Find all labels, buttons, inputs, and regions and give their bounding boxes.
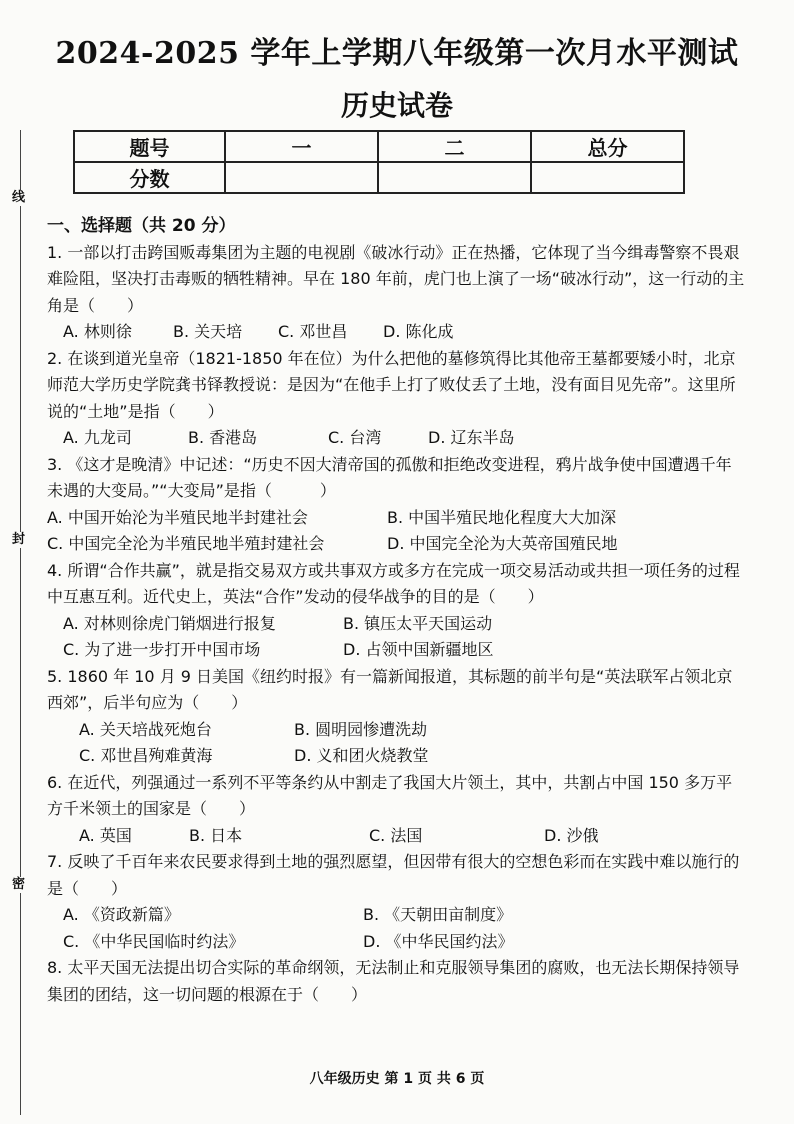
answer-option: C. 台湾 — [328, 428, 382, 447]
exam-content — [47, 213, 747, 1008]
exam-subtitle: 历史试卷 — [340, 89, 453, 122]
answer-option: D. 占领中国新疆地区 — [343, 640, 494, 659]
answer-option: B. 中国半殖民地化程度大大加深 — [387, 507, 617, 527]
option-row — [47, 505, 747, 532]
question-2 — [47, 346, 747, 452]
question-stem: 4. 所谓“合作共赢”，就是指交易双方或共事双方或多方在完成一项交易活动或共担一项任务的过程中互惠互利。近代史上，英法“合作”发动的侵华战争的目的是（ ） — [47, 560, 740, 606]
option-row — [47, 929, 747, 956]
score-cell-part2: 二 — [378, 131, 531, 162]
question-stem: 5. 1860 年 10 月 9 日美国《纽约时报》有一篇新闻报道，其标题的前半句是“英法联军占领北京西郊”，后半句应为（ ） — [47, 666, 733, 712]
score-cell-total: 总分 — [531, 131, 684, 162]
answer-option: D. 辽东半岛 — [428, 428, 515, 447]
margin-label-mi: 密 — [12, 877, 26, 892]
score-cell-total-score[interactable] — [531, 162, 684, 193]
answer-option: B. 日本 — [189, 825, 243, 845]
answer-option: B. 《天朝田亩制度》 — [363, 905, 513, 924]
answer-option: A. 中国开始沦为半殖民地半封建社会 — [47, 507, 308, 527]
answer-option: A. 《资政新篇》 — [63, 905, 180, 924]
answer-option: A. 关天培战死炮台 — [79, 719, 212, 739]
option-row — [47, 823, 747, 850]
page-footer: 八年级历史 第 1 页 共 6 页 — [309, 1071, 485, 1087]
score-cell-part2-score[interactable] — [378, 162, 531, 193]
answer-option: C. 为了进一步打开中国市场 — [63, 640, 261, 659]
question-stem: 6. 在近代，列强通过一系列不平等条约从中割走了我国大片领土，其中，共割占中国 150 多万平方千米领土的国家是（ ） — [47, 772, 733, 818]
answer-option: A. 九龙司 — [63, 428, 132, 447]
answer-option: D. 义和团火烧教堂 — [294, 746, 429, 765]
exam-title: 2024-2025 学年上学期八年级第一次月水平测试 — [55, 36, 739, 71]
question-1 — [47, 240, 747, 346]
question-7 — [47, 849, 747, 955]
answer-option: C. 中国完全沦为半殖民地半殖封建社会 — [47, 534, 325, 553]
answer-option: B. 镇压太平天国运动 — [343, 613, 493, 633]
score-table-header-row — [74, 131, 684, 162]
score-cell-part1: 一 — [225, 131, 378, 162]
question-stem: 8. 太平天国无法提出切合实际的革命纲领，无法制止和克服领导集团的腐败，也无法长期保持领导集团的团结，这一切问题的根源在于（ ） — [47, 958, 740, 1004]
option-row — [47, 319, 747, 346]
answer-option: C. 《中华民国临时约法》 — [63, 931, 245, 951]
option-row — [47, 637, 747, 664]
answer-option: B. 圆明园惨遭洗劫 — [294, 719, 428, 739]
question-4 — [47, 558, 747, 664]
question-8 — [47, 955, 747, 1008]
score-cell-label: 分数 — [74, 162, 225, 193]
section-heading: 一、选择题（共 20 分） — [47, 216, 236, 236]
question-5 — [47, 664, 747, 770]
answer-option: A. 英国 — [79, 825, 132, 845]
binding-margin-line — [20, 130, 21, 1115]
answer-option: A. 林则徐 — [63, 322, 132, 341]
option-row — [47, 425, 747, 452]
margin-label-xian: 线 — [12, 190, 26, 205]
answer-option: C. 邓世昌 — [278, 322, 348, 341]
answer-option: D. 沙俄 — [544, 825, 599, 845]
answer-option: A. 对林则徐虎门销烟进行报复 — [63, 613, 276, 633]
answer-option: C. 法国 — [369, 825, 423, 845]
question-stem: 7. 反映了千百年来农民要求得到土地的强烈愿望，但因带有很大的空想色彩而在实践中难以施行的是（ ） — [47, 852, 740, 898]
option-row — [47, 743, 747, 770]
score-table-score-row — [74, 162, 684, 193]
score-table — [73, 130, 685, 194]
answer-option: B. 关天培 — [173, 322, 243, 341]
answer-option: C. 邓世昌殉难黄海 — [79, 746, 213, 765]
option-row — [47, 902, 747, 929]
question-6 — [47, 770, 747, 850]
score-cell-label: 题号 — [74, 131, 225, 162]
option-row — [47, 531, 747, 558]
option-row — [47, 717, 747, 744]
score-cell-part1-score[interactable] — [225, 162, 378, 193]
question-stem: 1. 一部以打击跨国贩毒集团为主题的电视剧《破冰行动》正在热播，它体现了当今缉毒警察不畏艰难险阻，坚决打击毒贩的牺牲精神。早在 180 年前，虎门也上演了一场“破冰行动”，这一行动的主角是（ ） — [47, 242, 745, 315]
answer-option: D. 《中华民国约法》 — [363, 931, 514, 951]
question-3 — [47, 452, 747, 558]
answer-option: D. 陈化成 — [383, 322, 454, 341]
question-stem: 2. 在谈到道光皇帝（1821-1850 年在位）为什么把他的墓修筑得比其他帝王墓都要矮小时，北京师范大学历史学院龚书铎教授说：是因为“在他手上打了败仗丢了土地，没有面目见先帝”。这里所说的“土地”是指（ ） — [47, 348, 736, 421]
answer-option: D. 中国完全沦为大英帝国殖民地 — [387, 534, 618, 553]
option-row — [47, 611, 747, 638]
margin-label-feng: 封 — [12, 532, 26, 547]
question-stem: 3. 《这才是晚清》中记述：“历史不因大清帝国的孤傲和拒绝改变进程，鸦片战争使中国遭遇千年未遇的大变局。”“大变局”是指（ ） — [47, 454, 732, 500]
answer-option: B. 香港岛 — [188, 428, 258, 447]
question-list — [47, 240, 747, 1009]
